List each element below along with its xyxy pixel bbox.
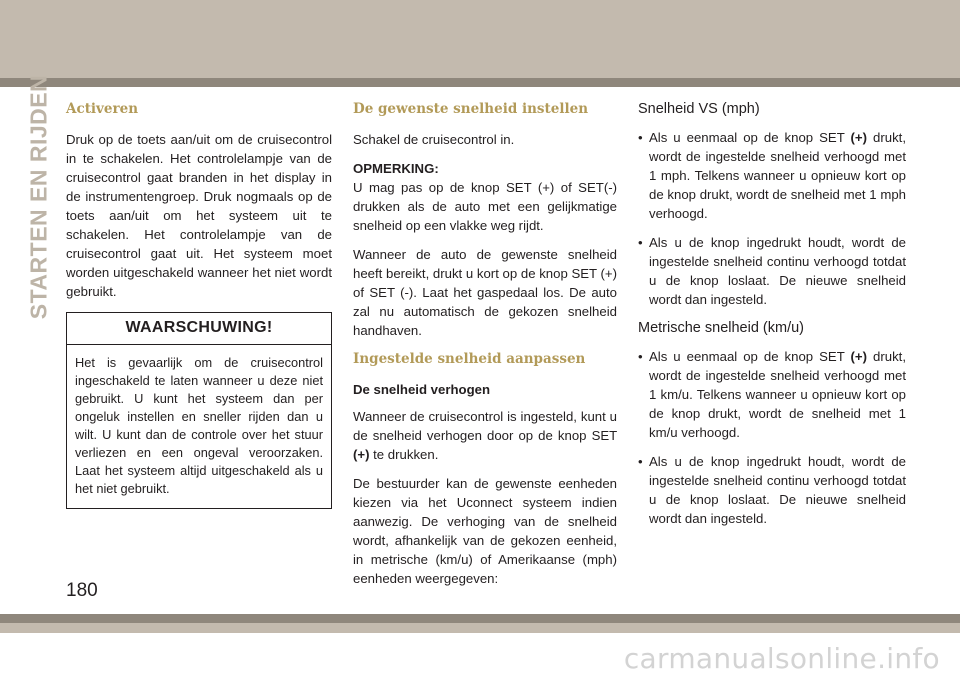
list-item-text: Als u eenmaal op de knop SET — [649, 130, 851, 145]
note-label: OPMERKING: — [353, 161, 439, 176]
list-item — [638, 347, 906, 442]
column-right — [638, 100, 906, 538]
paragraph-schakel-in: Schakel de cruisecontrol in. — [353, 132, 515, 147]
warning-title: WAARSCHUWING! — [67, 313, 331, 345]
paragraph-activeren: Druk op de toets aan/uit om de cruisecontrol in te schakelen. Het controlelampje van de cruisecontrol gaat branden in het display in de instrumentengroep. Druk nogmaals op de toets aan/uit om het systeem uit te schakelen. Het controlelampje van de cruisecontrol gaat uit. Het systeem moet worden uitgeschakeld wanneer het niet wordt gebruikt. — [66, 132, 332, 299]
paragraph-eenheden: De bestuurder kan de gewenste eenheden kiezen via het Uconnect systeem indien aanwezig. De verhoging van de snelheid wordt, afhankelijk van de gekozen eenheid, in metrische (km/u) of Amerikaanse (mph) eenheden weergegeven: — [353, 476, 617, 586]
list-item-text: Als u eenmaal op de knop SET — [649, 349, 851, 364]
warning-text: Het is gevaarlijk om de cruisecontrol ingeschakeld te laten wanneer u deze niet gebruikt. U kunt het systeem dan per ongeluk instellen en sneller rijden dan u wilt. U kunt dan de controle over het stuur verliezen en een ongeval veroorzaken. Laat het systeem altijd uitgeschakeld als u het niet gebruikt. — [75, 355, 323, 496]
list-kmu — [638, 347, 906, 528]
paragraph-snelheid-bereikt: Wanneer de auto de gewenste snelheid heeft bereikt, drukt u kort op de knop SET (+) of SET (-). Laat het gaspedaal los. De auto zal nu automatisch de gekozen snelheid handhaven. — [353, 247, 618, 338]
list-item — [638, 128, 906, 223]
list-item-bold: (+) — [850, 349, 868, 364]
watermark: carmanualsonline.info — [623, 642, 940, 675]
note-text: U mag pas op de knop SET (+) of SET(-) drukken als de auto met een gelijkmatige snelheid op een vlakke weg rijdt. — [353, 180, 617, 233]
paragraph-verhogen-text: Wanneer de cruisecontrol is ingesteld, kunt u de snelheid verhogen door op de knop SET — [353, 409, 617, 443]
heading-activeren: Activeren — [66, 101, 139, 117]
list-item-text-end: drukt, wordt de ingestelde snelheid verhoogd met 1 mph. Telkens wanneer u opnieuw kort op de knop drukt, wordt de snelheid met 1 mph verhoogd. — [649, 130, 906, 221]
paragraph-verhogen — [353, 407, 617, 464]
heading-snelheid-instellen: De gewenste snelheid instellen — [353, 101, 589, 117]
sub-label-verhogen: De snelheid verhogen — [353, 382, 491, 397]
list-item: • Als u de knop ingedrukt houdt, wordt de ingestelde snelheid continu verhoogd totdat u de knop loslaat. De nieuwe snelheid wordt dan ingesteld. — [638, 452, 906, 528]
paragraph-verhogen-bold: (+) — [353, 447, 370, 462]
paragraph-verhogen-end: te drukken. — [369, 447, 439, 462]
list-item: • Als u de knop ingedrukt houdt, wordt de ingestelde snelheid continu verhoogd totdat u de knop loslaat. De nieuwe snelheid wordt dan ingesteld. — [638, 233, 906, 309]
bottom-separator — [0, 614, 960, 623]
sub-label-block — [353, 380, 617, 399]
column-left — [66, 100, 332, 509]
list-item-text-end: drukt, wordt de ingestelde snelheid verhoogd met 1 km/u. Telkens wanneer u opnieuw kort op de knop drukt, wordt de snelheid met 1 km/u verhoogd. — [649, 349, 906, 440]
side-section-title-text: STARTEN EN RIJDEN — [25, 74, 52, 320]
note-block — [353, 159, 617, 235]
bottom-band — [0, 623, 960, 633]
heading-mph: Snelheid VS (mph) — [638, 101, 760, 117]
top-separator — [0, 78, 960, 87]
heading-kmu: Metrische snelheid (km/u) — [638, 320, 804, 336]
heading-snelheid-aanpassen: Ingestelde snelheid aanpassen — [353, 351, 586, 367]
top-band-lower — [0, 48, 960, 78]
side-section-title — [25, 74, 52, 320]
top-band — [0, 0, 960, 48]
list-mph — [638, 128, 906, 309]
column-middle — [353, 100, 617, 598]
list-item-bold: (+) — [850, 130, 868, 145]
page-number: 180 — [66, 580, 98, 601]
warning-box — [66, 312, 332, 509]
